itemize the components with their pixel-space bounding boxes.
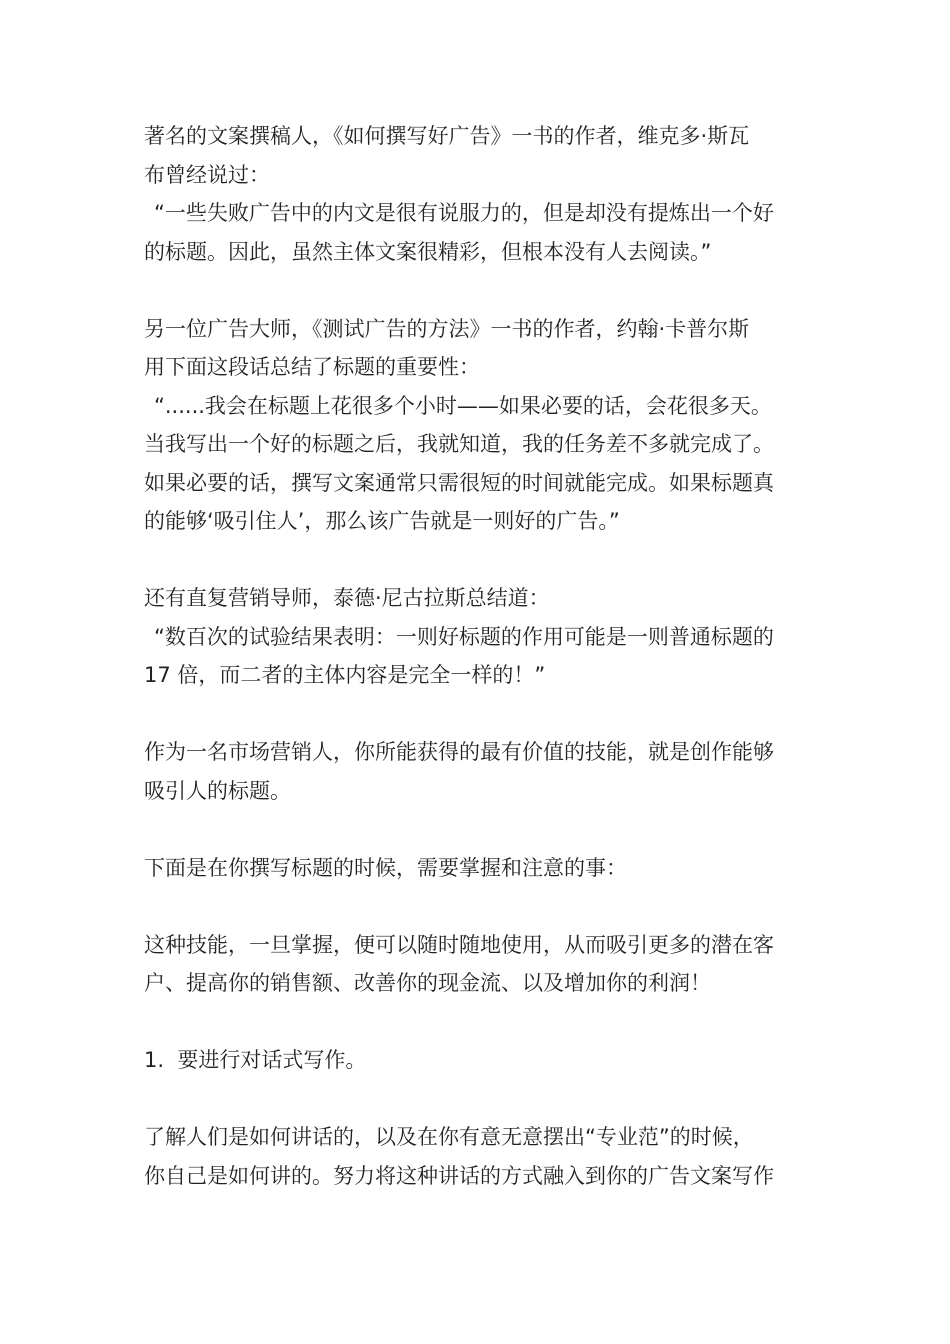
paragraph-gap bbox=[144, 695, 810, 734]
paragraph-gap bbox=[144, 887, 810, 926]
paragraph-valuable-skill bbox=[144, 733, 810, 810]
paragraph-skill-benefits bbox=[144, 926, 810, 1003]
quote-line: 的能够‘吸引住人’，那么该广告就是一则好的广告。” bbox=[144, 509, 620, 533]
text-line: 还有直复营销导师，泰德·尼古拉斯总结道： bbox=[144, 586, 550, 610]
paragraph-gap bbox=[144, 810, 810, 849]
text-line: 户、提高你的销售额、改善你的现金流、以及增加你的利润！ bbox=[144, 971, 711, 995]
quote-line: 当我写出一个好的标题之后，我就知道，我的任务差不多就完成了。 bbox=[144, 432, 774, 456]
paragraph-gap bbox=[144, 541, 810, 580]
text-line: 吸引人的标题。 bbox=[144, 778, 291, 803]
text-line: 著名的文案撰稿人，《如何撰写好广告》一书的作者，维克多·斯瓦 bbox=[144, 124, 750, 148]
text-line: 你自己是如何讲的。努力将这种讲话的方式融入到你的广告文案写作 bbox=[144, 1163, 774, 1188]
quote-line: “......我会在标题上花很多个小时——如果必要的话，会花很多天。 bbox=[154, 393, 772, 418]
text-line: 1. 要进行对话式写作。 bbox=[144, 1048, 367, 1072]
quote-line: 的标题。因此，虽然主体文案很精彩，但根本没有人去阅读。” bbox=[144, 239, 712, 264]
paragraph-intro-list bbox=[144, 849, 810, 888]
document-body bbox=[144, 117, 810, 1195]
text-line: 这种技能，一旦掌握，便可以随时随地使用，从而吸引更多的潜在客 bbox=[144, 932, 774, 957]
quote-line: “一些失败广告中的内文是很有说服力的，但是却没有提炼出一个好 bbox=[154, 201, 774, 225]
text-line: 了解人们是如何讲话的，以及在你有意无意摆出“专业范”的时候， bbox=[144, 1125, 754, 1149]
paragraph-conversational bbox=[144, 1118, 810, 1195]
text-line: 下面是在你撰写标题的时候，需要掌握和注意的事： bbox=[144, 855, 627, 880]
list-item-heading bbox=[144, 1041, 810, 1080]
paragraph-vic-schwab-quote bbox=[144, 117, 810, 271]
quote-line: “数百次的试验结果表明：一则好标题的作用可能是一则普通标题的 bbox=[154, 624, 774, 649]
paragraph-caples-quote bbox=[144, 310, 810, 541]
text-line: 作为一名市场营销人，你所能获得的最有价值的技能，就是创作能够 bbox=[144, 740, 774, 764]
paragraph-nicholas-quote bbox=[144, 579, 810, 695]
quote-line: 如果必要的话，撰写文案通常只需很短的时间就能完成。如果标题真 bbox=[144, 470, 774, 495]
paragraph-gap bbox=[144, 1003, 810, 1042]
paragraph-gap bbox=[144, 271, 810, 310]
text-line: 布曾经说过： bbox=[144, 162, 270, 187]
text-line: 另一位广告大师，《测试广告的方法》一书的作者，约翰·卡普尔斯 bbox=[144, 316, 750, 341]
text-line: 用下面这段话总结了标题的重要性： bbox=[144, 355, 480, 379]
quote-line: 17 倍，而二者的主体内容是完全一样的！” bbox=[144, 663, 546, 687]
paragraph-gap bbox=[144, 1080, 810, 1119]
